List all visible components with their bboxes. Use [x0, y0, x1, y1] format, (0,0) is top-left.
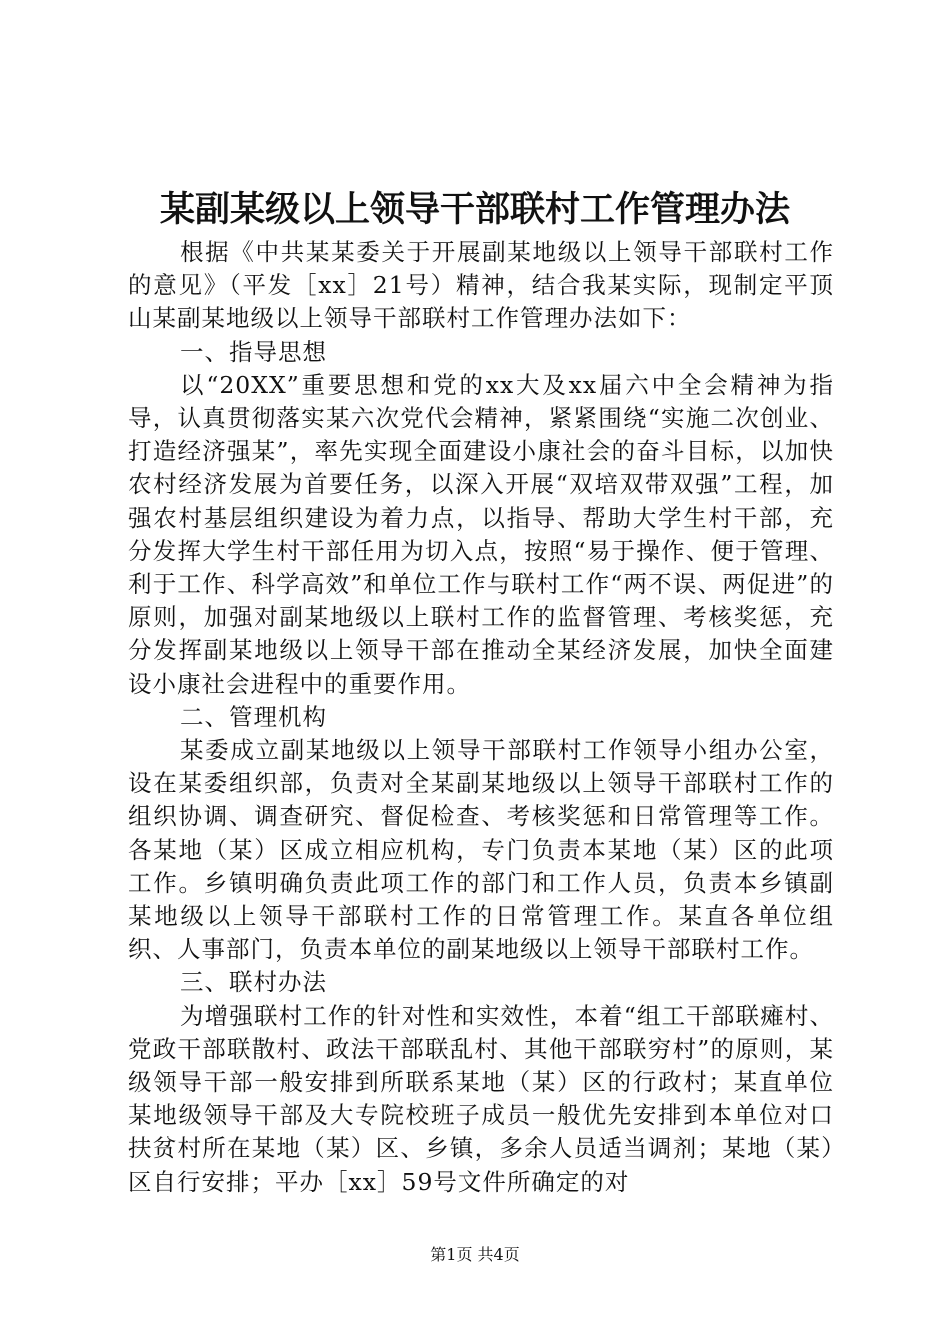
intro-paragraph: 根据《中共某某委关于开展副某地级以上领导干部联村工作的意见》（平发［xx］21号）精神，结合我某实际，现制定平顶山某副某地级以上领导干部联村工作管理办法如下： [128, 238, 834, 333]
section-body-village-liaison-method: 为增强联村工作的针对性和实效性，本着“组工干部联瘫村、党政干部联散村、政法干部联乱村、其他干部联穷村”的原则，某级领导干部一般安排到所联系某地（某）区的行政村；某直单位某地级领导干部及大专院校班子成员一般优先安排到本单位对口扶贫村所在某地（某）区、乡镇，多余人员适当调剂；某地（某）区自行安排；平办［xx］59号文件所确定的对 [128, 1001, 834, 1196]
document-body [128, 236, 834, 1199]
document-title: 某副某级以上领导干部联村工作管理办法 [159, 189, 790, 230]
section-body-management-body: 某委成立副某地级以上领导干部联村工作领导小组办公室，设在某委组织部，负责对全某副某地级以上领导干部联村工作的组织协调、调查研究、督促检查、考核奖惩和日常管理等工作。各某地（某）区成立相应机构，专门负责本某地（某）区的此项工作。乡镇明确负责此项工作的部门和工作人员，负责本乡镇副某地级以上领导干部联村工作的日常管理工作。某直各单位组织、人事部门，负责本单位的副某地级以上领导干部联村工作。 [128, 736, 834, 964]
section-heading-village-liaison-method: 三、联村办法 [180, 968, 327, 997]
section-heading-management-body: 二、管理机构 [180, 702, 327, 731]
section-body-guiding-ideology: 以“20XX”重要思想和党的xx大及xx届六中全会精神为指导，认真贯彻落实某六次党代会精神，紧紧围绕“实施二次创业、打造经济强某”，率先实现全面建设小康社会的奋斗目标，以加快农村经济发展为首要任务，以深入开展“双培双带双强”工程，加强农村基层组织建设为着力点，以指导、帮助大学生村干部，充分发挥大学生村干部任用为切入点，按照“易于操作、便于管理、利于工作、科学高效”和单位工作与联村工作“两不误、两促进”的原则，加强对副某地级以上联村工作的监督管理、考核奖惩，充分发挥副某地级以上领导干部在推动全某经济发展，加快全面建设小康社会进程中的重要作用。 [128, 370, 834, 698]
section-heading-guiding-ideology: 一、指导思想 [180, 337, 327, 366]
page-footer: 第1页 共4页 [430, 1245, 520, 1264]
